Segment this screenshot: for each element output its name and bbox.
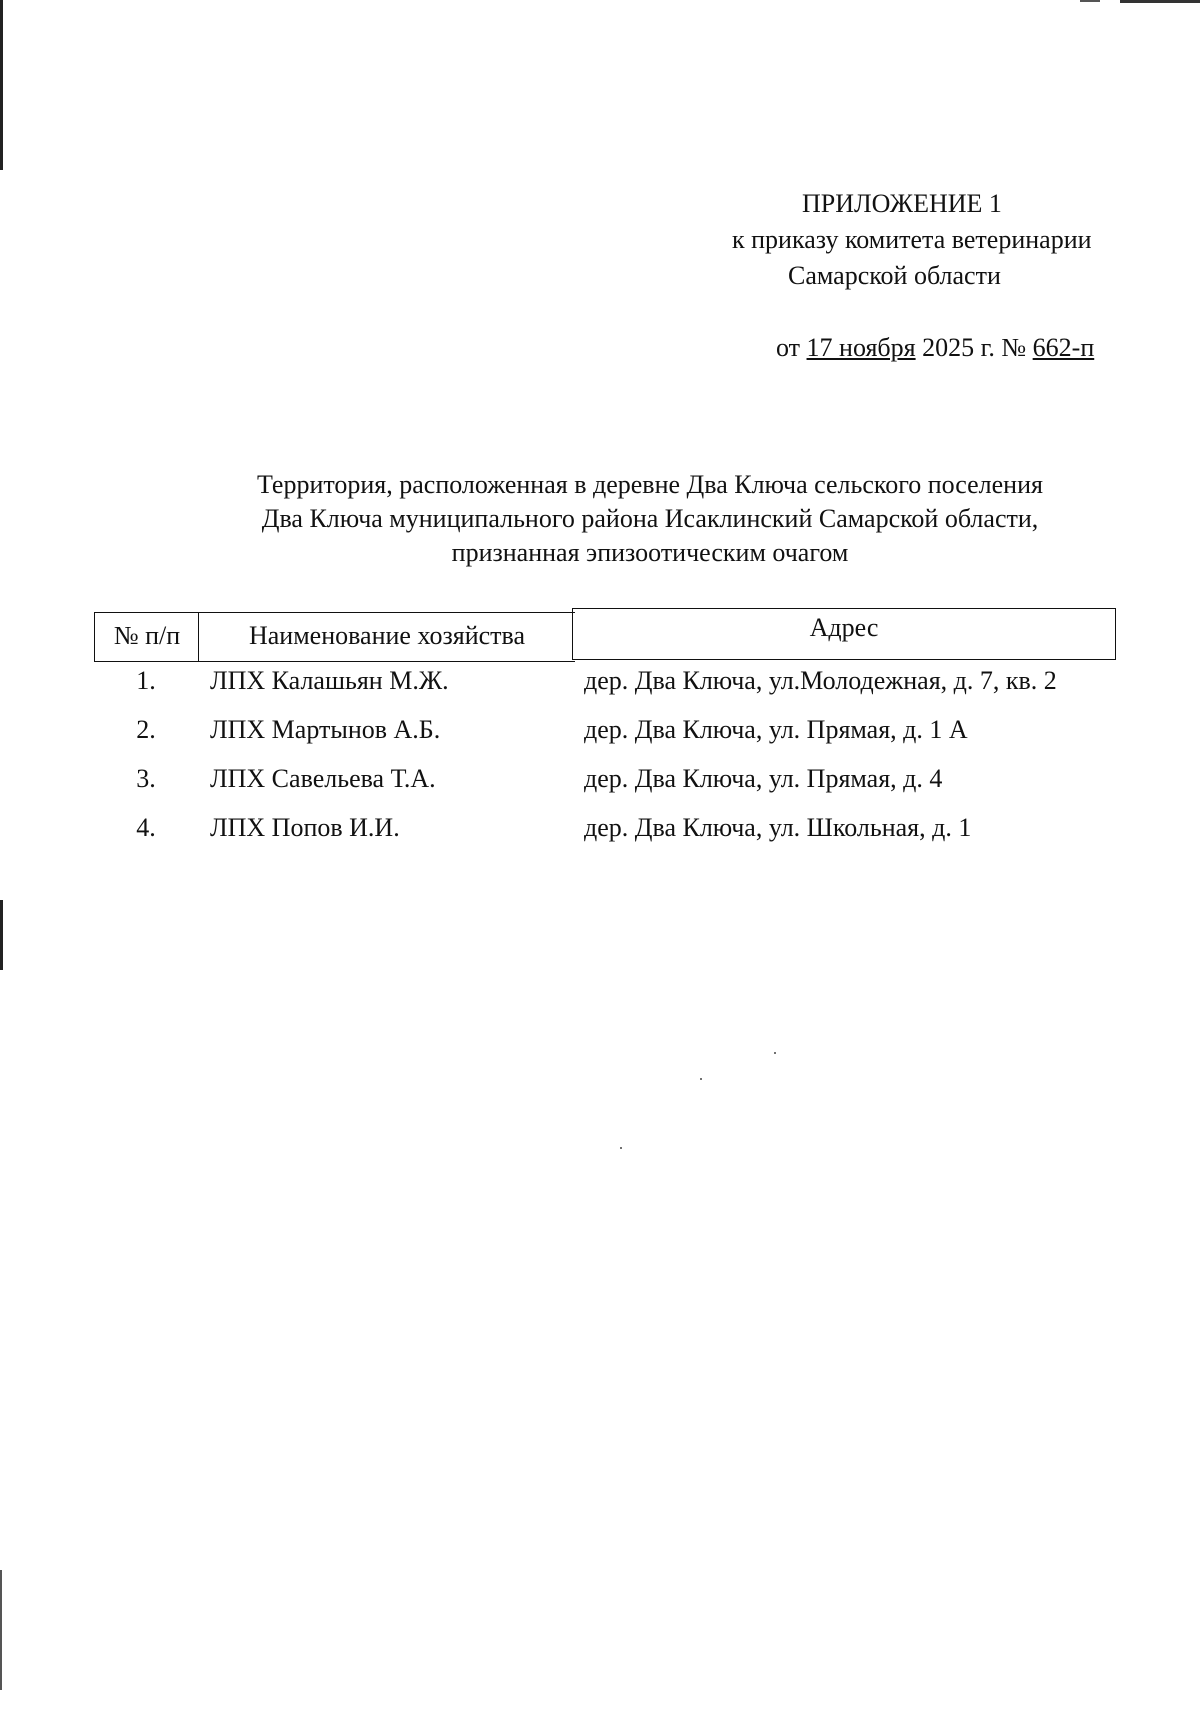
date-value: 17 ноября <box>806 333 916 362</box>
farms-table <box>94 608 1118 854</box>
heading-line: признанная эпизоотическим очагом <box>451 538 849 567</box>
row-farm-name: ЛПХ Калашьян М.Ж. <box>210 666 449 695</box>
row-number: 4. <box>136 813 156 842</box>
date-year: 2025 г. № <box>915 333 1033 362</box>
row-address: дер. Два Ключа, ул. Прямая, д. 4 <box>584 764 943 793</box>
appendix-block <box>700 186 1150 366</box>
scan-edge-mark <box>1080 0 1100 2</box>
date-prefix: от <box>776 333 807 362</box>
row-farm-name: ЛПХ Савельева Т.А. <box>210 764 436 793</box>
heading-line: Территория, расположенная в деревне Два Ключа сельского поселения <box>257 470 1043 499</box>
scan-edge-mark <box>0 0 3 170</box>
row-number: 2. <box>136 715 156 744</box>
row-farm-name: ЛПХ Попов И.И. <box>210 813 400 842</box>
row-number: 1. <box>136 666 156 695</box>
document-heading <box>150 468 1150 570</box>
appendix-date-line <box>700 330 1150 366</box>
row-address: дер. Два Ключа, ул. Школьная, д. 1 <box>584 813 972 842</box>
row-address: дер. Два Ключа, ул. Прямая, д. 1 А <box>584 715 968 744</box>
row-number: 3. <box>136 764 156 793</box>
table-row <box>94 805 1118 854</box>
table-row <box>94 707 1118 756</box>
row-farm-name: ЛПХ Мартынов А.Б. <box>210 715 441 744</box>
scan-speck <box>774 1052 776 1054</box>
scan-edge-mark <box>0 900 3 970</box>
scan-speck <box>620 1147 622 1149</box>
table-header <box>94 608 1118 658</box>
appendix-order-ref: к приказу комитета ветеринарии <box>732 225 1092 254</box>
table-row <box>94 658 1118 707</box>
heading-line: Два Ключа муниципального района Исаклинский Самарской области, <box>261 504 1039 533</box>
table-row <box>94 756 1118 805</box>
header-number: № п/п <box>94 612 199 662</box>
scan-edge-mark <box>1120 0 1200 3</box>
header-name: Наименование хозяйства <box>198 612 575 662</box>
scan-edge-mark <box>0 1570 2 1690</box>
row-address: дер. Два Ключа, ул.Молодежная, д. 7, кв. 2 <box>584 666 1057 695</box>
scan-speck <box>700 1078 702 1080</box>
appendix-title: ПРИЛОЖЕНИЕ 1 <box>802 189 1002 218</box>
order-number: 662-п <box>1032 333 1095 362</box>
appendix-region: Самарской области <box>788 261 1001 290</box>
header-address: Адрес <box>572 608 1116 660</box>
